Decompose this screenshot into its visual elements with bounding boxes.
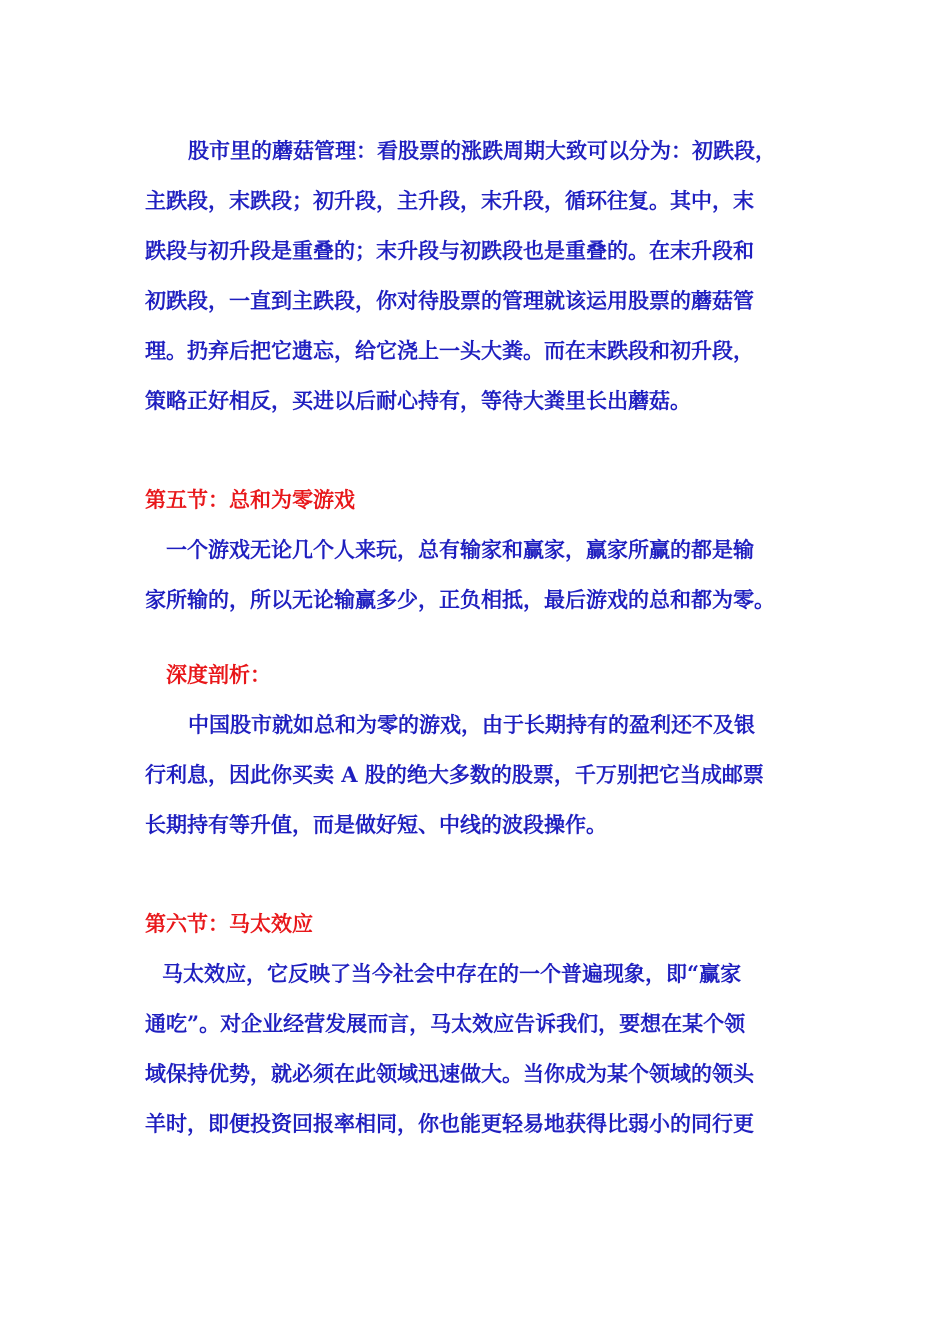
analysis-line-2: 行利息，因此你买卖 A 股的绝大多数的股票，千万别把它当成邮票 [145, 762, 764, 787]
intro-line-1: 股市里的蘑菇管理：看股票的涨跌周期大致可以分为：初跌段， [188, 138, 776, 163]
section5-title: 第五节：总和为零游戏 [145, 487, 355, 512]
section6-line-2: 通吃”。对企业经营发展而言，马太效应告诉我们，要想在某个领 [145, 1011, 746, 1036]
intro-line-4: 初跌段，一直到主跌段，你对待股票的管理就该运用股票的蘑菇管 [145, 288, 754, 313]
section5-line-1: 一个游戏无论几个人来玩，总有输家和赢家，赢家所赢的都是输 [166, 537, 754, 562]
section5-line-2: 家所输的，所以无论输赢多少，正负相抵，最后游戏的总和都为零。 [145, 587, 775, 612]
section6-line-1: 马太效应，它反映了当今社会中存在的一个普遍现象，即“赢家 [162, 961, 742, 986]
intro-line-5: 理。扔弃后把它遗忘，给它浇上一头大粪。而在末跌段和初升段， [145, 338, 754, 363]
intro-line-6: 策略正好相反，买进以后耐心持有，等待大粪里长出蘑菇。 [145, 388, 691, 413]
analysis-line-3: 长期持有等升值，而是做好短、中线的波段操作。 [145, 812, 607, 837]
intro-line-2: 主跌段，末跌段；初升段，主升段，末升段，循环往复。其中，末 [145, 188, 754, 213]
analysis-line-1: 中国股市就如总和为零的游戏，由于长期持有的盈利还不及银 [188, 712, 755, 737]
section6-title: 第六节：马太效应 [145, 911, 313, 936]
section6-line-3: 域保持优势，就必须在此领域迅速做大。当你成为某个领域的领头 [145, 1061, 754, 1086]
intro-line-3: 跌段与初升段是重叠的；末升段与初跌段也是重叠的。在末升段和 [145, 238, 754, 263]
analysis-title: 深度剖析： [166, 662, 271, 687]
section6-line-4: 羊时，即便投资回报率相同，你也能更轻易地获得比弱小的同行更 [145, 1111, 754, 1136]
